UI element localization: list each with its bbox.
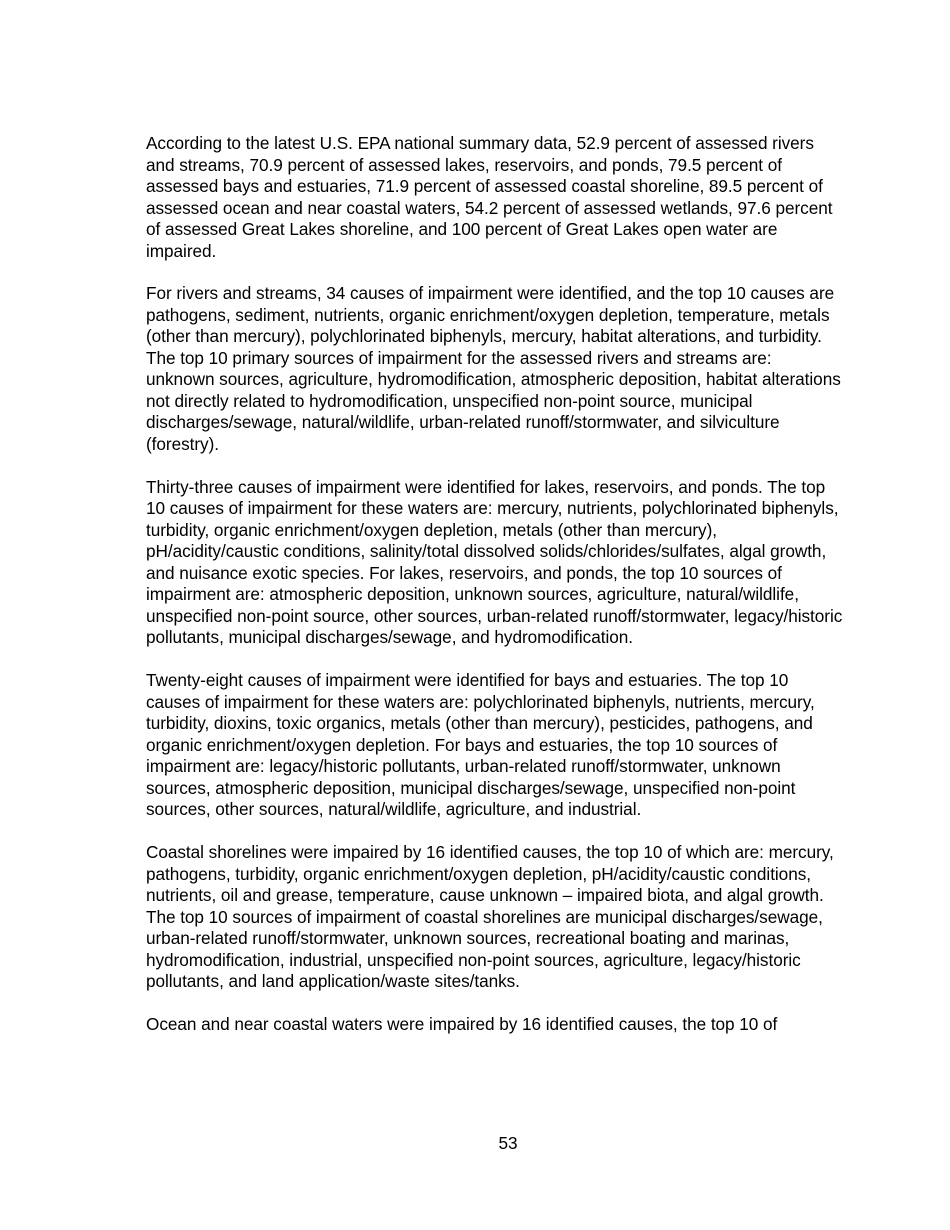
paragraph-lakes-reservoirs-ponds: Thirty-three causes of impairment were identified for lakes, reservoirs, and ponds. The top 10 causes of impairment for these waters are: mercury, nutrients, polychlorinated biphenyls, turbidity, organic enrichment/oxygen depletion, metals (other than mercury), pH/acidity/caustic conditions, salinity/total dissolved solids/chlorides/sulfates, algal growth, and nuisance exotic species. For lakes, reservoirs, and ponds, the top 10 sources of impairment are: atmospheric deposition, unknown sources, agriculture, natural/wildlife, unspecified non-point source, other sources, urban-related runoff/stormwater, legacy/historic pollutants, municipal discharges/sewage, and hydromodification. xyxy=(146,476,843,648)
body-text xyxy=(146,133,844,1035)
paragraph-coastal-shorelines: Coastal shorelines were impaired by 16 identified causes, the top 10 of which are: mercury, pathogens, turbidity, organic enrichment/oxygen depletion, pH/acidity/caustic conditions, nutrients, oil and grease, temperature, cause unknown – impaired biota, and algal growth. The top 10 sources of impairment of coastal shorelines are municipal discharges/sewage, urban-related runoff/stormwater, unknown sources, recreational boating and marinas, hydromodification, industrial, unspecified non-point sources, agriculture, legacy/historic pollutants, and land application/waste sites/tanks. xyxy=(146,842,834,992)
page-number: 53 xyxy=(498,1133,518,1153)
paragraph-rivers-streams: For rivers and streams, 34 causes of impairment were identified, and the top 10 causes are pathogens, sediment, nutrients, organic enrichment/oxygen depletion, temperature, metals (other than mercury), polychlorinated biphenyls, mercury, habitat alterations, and turbidity. The top 10 primary sources of impairment for the assessed rivers and streams are: unknown sources, agriculture, hydromodification, atmospheric deposition, habitat alterations not directly related to hydromodification, unspecified non-point source, municipal discharges/sewage, natural/wildlife, urban-related runoff/stormwater, and silviculture (forestry). xyxy=(146,283,841,454)
paragraph-impairment-summary: According to the latest U.S. EPA national summary data, 52.9 percent of assessed rivers and streams, 70.9 percent of assessed lakes, reservoirs, and ponds, 79.5 percent of assessed bays and estuaries, 71.9 percent of assessed coastal shoreline, 89.5 percent of assessed ocean and near coastal waters, 54.2 percent of assessed wetlands, 97.6 percent of assessed Great Lakes shoreline, and 100 percent of Great Lakes open water are impaired. xyxy=(146,133,833,261)
paragraph-ocean-near-coastal: Ocean and near coastal waters were impaired by 16 identified causes, the top 10 of xyxy=(146,1013,778,1034)
paragraph-bays-estuaries: Twenty-eight causes of impairment were identified for bays and estuaries. The top 10 causes of impairment for these waters are: polychlorinated biphenyls, nutrients, mercury, turbidity, dioxins, toxic organics, metals (other than mercury), pesticides, pathogens, and organic enrichment/oxygen depletion. For bays and estuaries, the top 10 sources of impairment are: legacy/historic pollutants, urban-related runoff/stormwater, unknown sources, atmospheric deposition, municipal discharges/sewage, unspecified non-point sources, other sources, natural/wildlife, agriculture, and industrial. xyxy=(146,670,815,820)
